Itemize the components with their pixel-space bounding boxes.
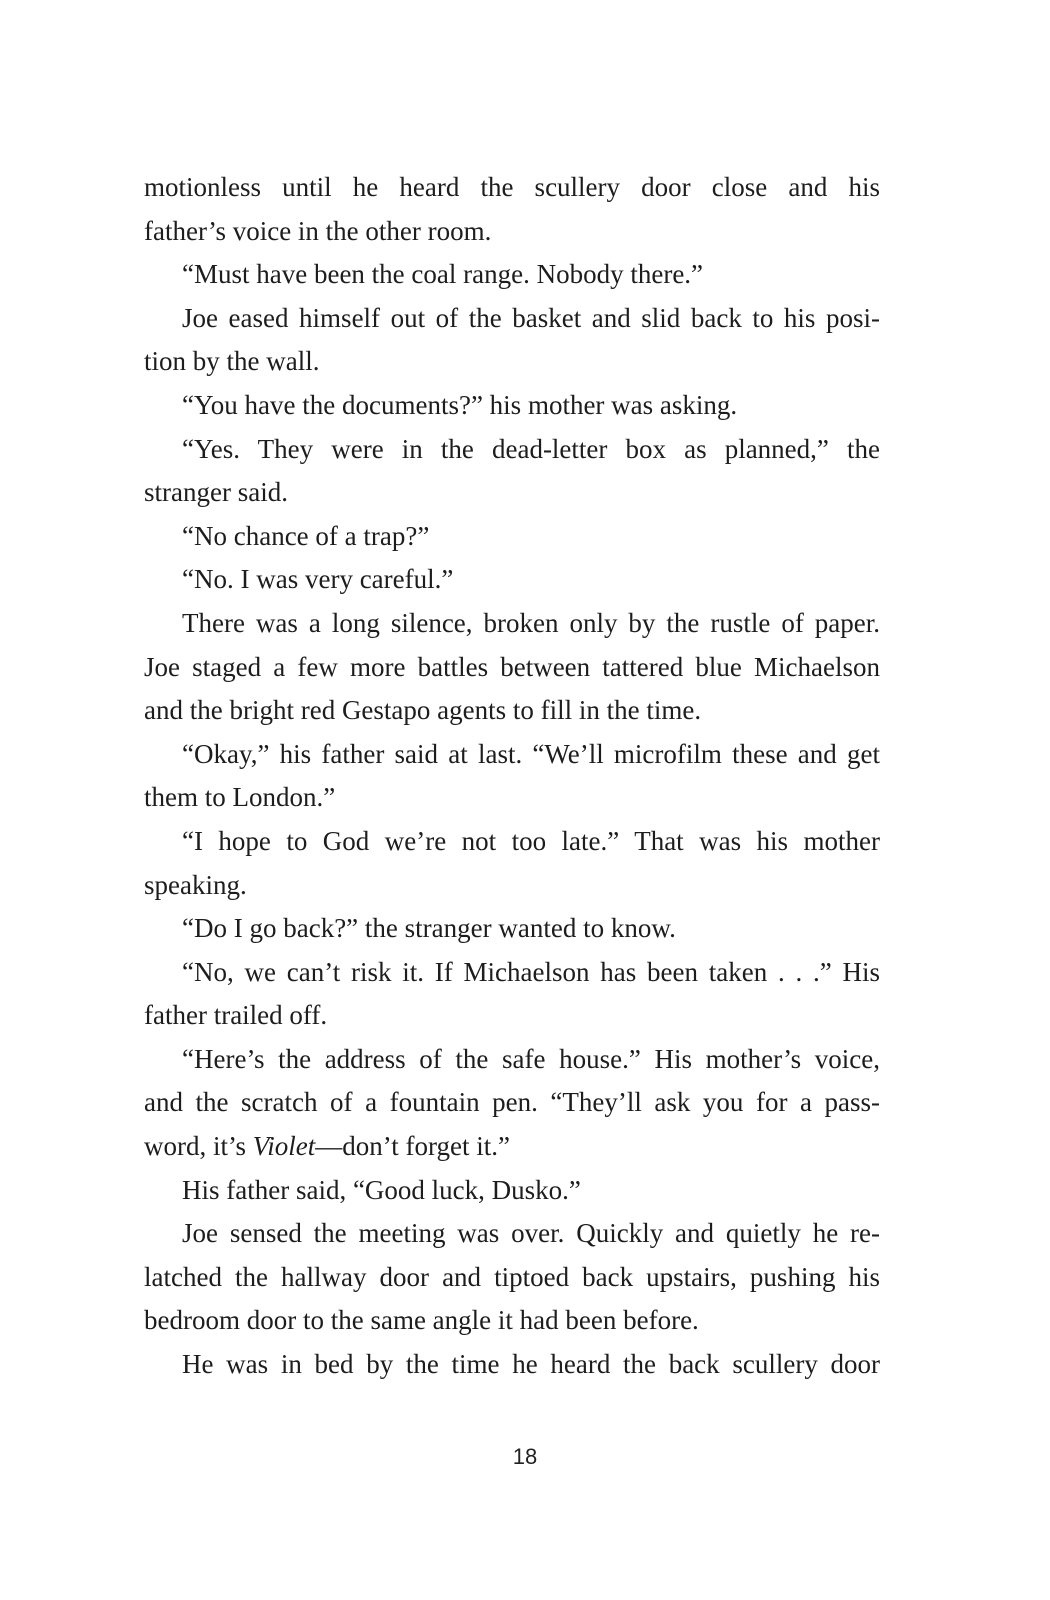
- text-line: and the bright red Gestapo agents to fill in the time.: [144, 695, 702, 726]
- text-line: stranger said.: [144, 477, 288, 508]
- text-line: Joe eased himself out of the basket and slid back to his posi-: [182, 302, 880, 333]
- text-line: “Yes. They were in the dead-letter box as planned,” the: [182, 433, 880, 464]
- text-line: There was a long silence, broken only by the rustle of paper.: [182, 607, 880, 638]
- text-line: “You have the documents?” his mother was asking.: [182, 389, 738, 420]
- text-line: latched the hallway door and tiptoed back upstairs, pushing his: [144, 1261, 880, 1292]
- text-line: father’s voice in the other room.: [144, 215, 492, 246]
- text-line: “I hope to God we’re not too late.” That was his mother: [182, 825, 880, 856]
- text-line: word, it’s Violet—don’t forget it.”: [144, 1131, 510, 1162]
- text-line: “Here’s the address of the safe house.” His mother’s voice,: [182, 1043, 880, 1074]
- text-line: “Do I go back?” the stranger wanted to know.: [182, 913, 676, 944]
- emphasized-word: Violet: [252, 1131, 316, 1162]
- text-line: His father said, “Good luck, Dusko.”: [182, 1174, 581, 1205]
- text-line: bedroom door to the same angle it had been before.: [144, 1305, 699, 1336]
- text-line: tion by the wall.: [144, 346, 320, 377]
- text-line: “No, we can’t risk it. If Michaelson has been taken . . .” His: [182, 956, 880, 987]
- text-line: “No. I was very careful.”: [182, 564, 454, 595]
- text-line: Joe sensed the meeting was over. Quickly and quietly he re-: [182, 1218, 880, 1249]
- text-line: “Must have been the coal range. Nobody there.”: [182, 259, 704, 290]
- text-line: them to London.”: [144, 782, 336, 813]
- text-line: Joe staged a few more battles between tattered blue Michaelson: [144, 651, 880, 682]
- text-line: “No chance of a trap?”: [182, 520, 430, 551]
- text-line: and the scratch of a fountain pen. “They’ll ask you for a pass-: [144, 1087, 880, 1118]
- page-number: 18: [512, 1444, 538, 1469]
- body-text: [144, 166, 880, 1387]
- text-line: He was in bed by the time he heard the back scullery door: [182, 1349, 880, 1380]
- text-line: motionless until he heard the scullery door close and his: [144, 172, 880, 202]
- text-line: father trailed off.: [144, 1000, 328, 1031]
- text-line: speaking.: [144, 869, 247, 900]
- text-line: “Okay,” his father said at last. “We’ll microfilm these and get: [182, 738, 880, 769]
